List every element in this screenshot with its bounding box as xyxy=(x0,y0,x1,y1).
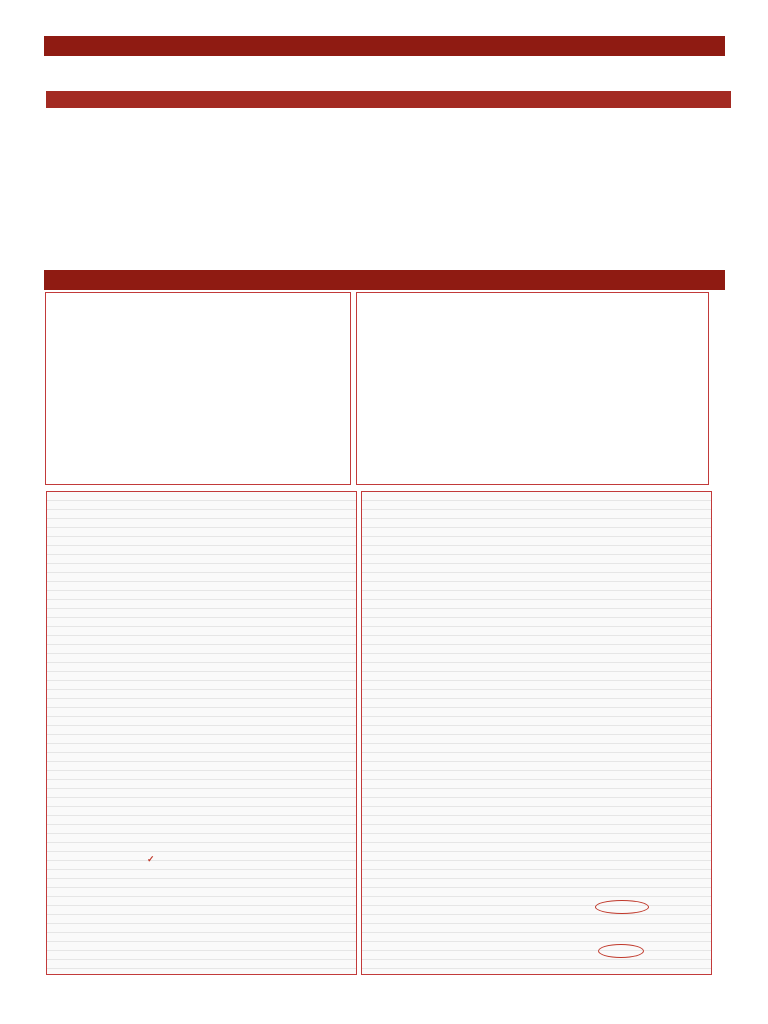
gram-equivalents-image xyxy=(356,292,709,485)
column-header xyxy=(47,92,275,108)
check-mark: ✓ xyxy=(147,854,155,864)
column-header xyxy=(275,92,503,108)
a2-title-bar xyxy=(44,270,725,290)
column-header xyxy=(503,92,731,108)
table-header-row xyxy=(47,92,731,108)
equivalents-table-image xyxy=(45,292,351,485)
activities-table xyxy=(46,91,731,108)
answer-circle xyxy=(595,900,649,914)
handwritten-notes-research xyxy=(361,491,712,975)
subtitle-bar xyxy=(44,36,725,56)
handwritten-notes-procedure xyxy=(46,491,357,975)
answer-circle xyxy=(598,944,644,958)
